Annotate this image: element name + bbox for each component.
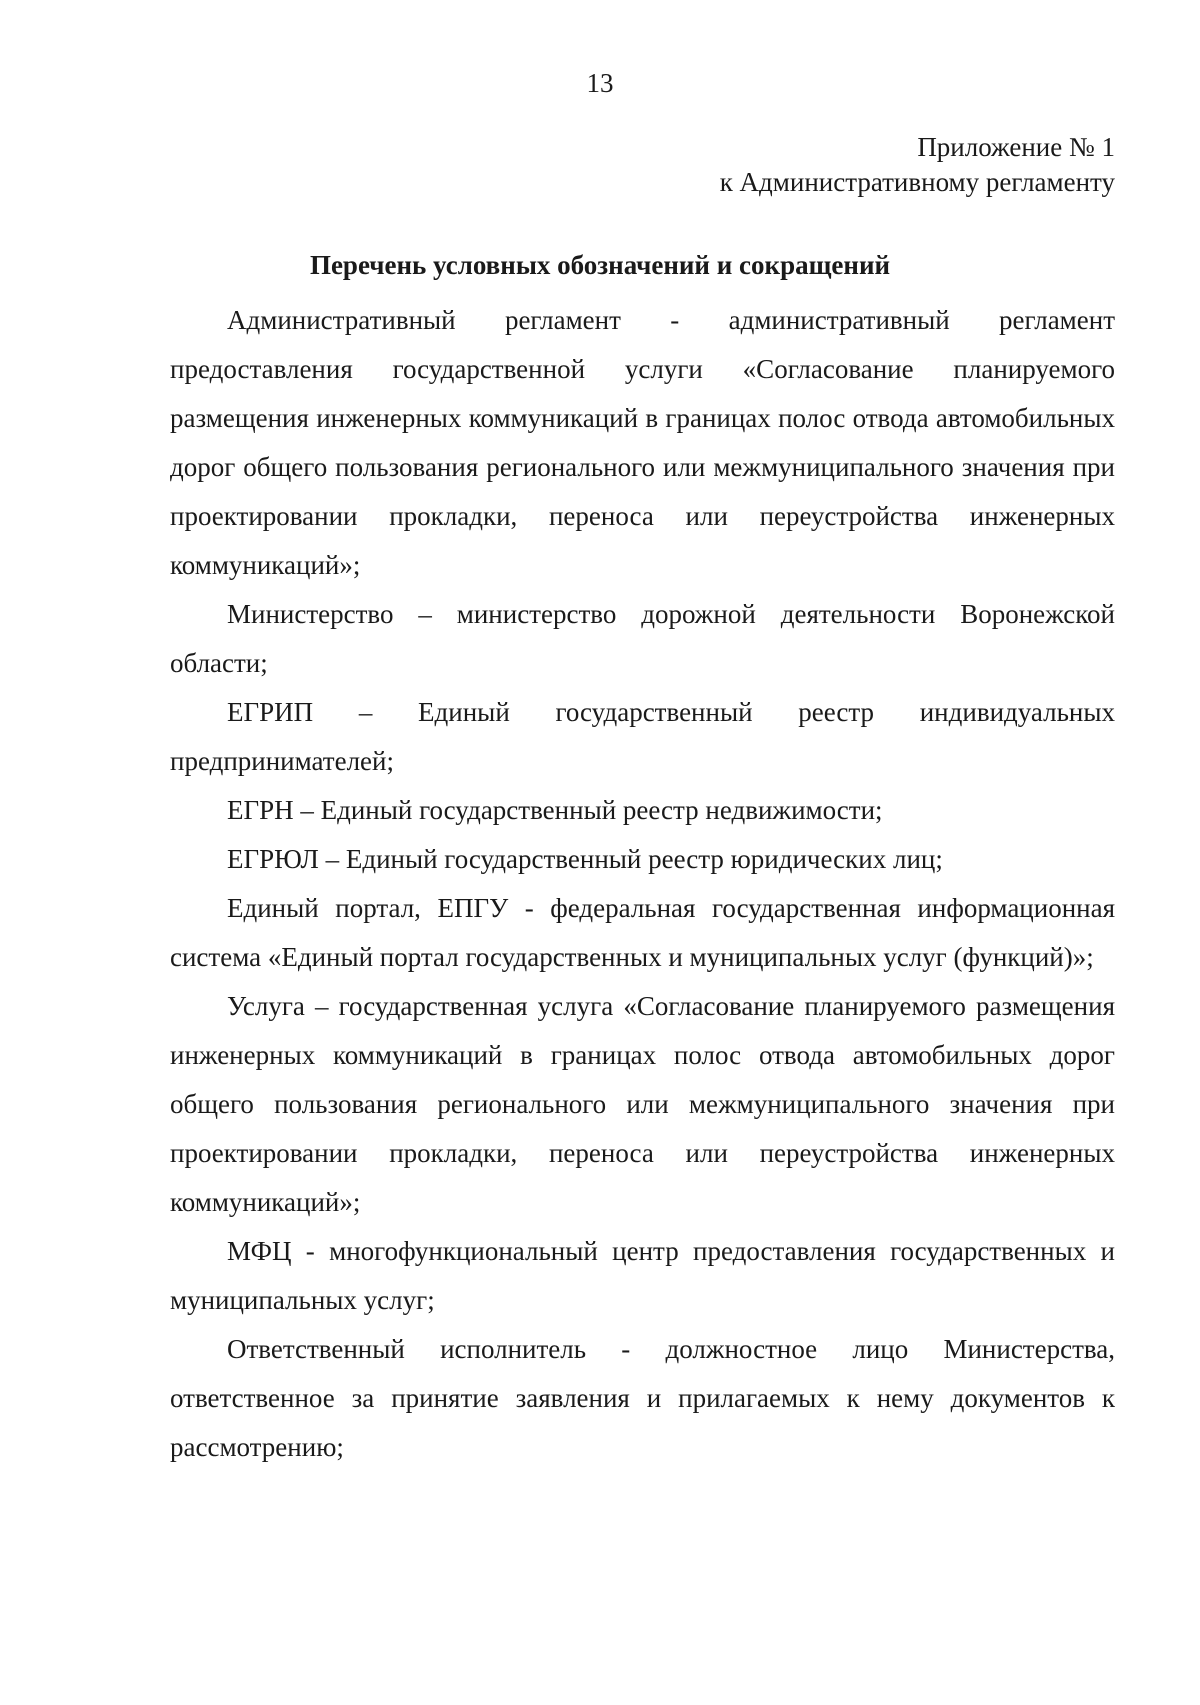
paragraph-service: Услуга – государственная услуга «Согласование планируемого размещения инженерных коммуникаций в границах полос отвода автомобильных дорог общего пользования регионального или межмуниципального значения при проектировании прокладки, переноса или переустройства инженерных коммуникаций»;	[170, 991, 1115, 1217]
appendix-reference: к Административному регламенту	[719, 167, 1115, 197]
paragraph-egrn: ЕГРН – Единый государственный реестр недвижимости;	[227, 795, 883, 825]
page-number: 13	[586, 68, 614, 98]
paragraph-responsible-executor: Ответственный исполнитель - должностное лицо Министерства, ответственное за принятие заявления и прилагаемых к нему документов к рассмотрению;	[170, 1334, 1115, 1462]
paragraph-egrip: ЕГРИП – Единый государственный реестр индивидуальных предпринимателей;	[170, 697, 1115, 776]
paragraph-administrative-regulation: Административный регламент - административный регламент предоставления государственной услуги «Согласование планируемого размещения инженерных коммуникаций в границах полос отвода автомобильных дорог общего пользования регионального или межмуниципального значения при проектировании прокладки, переноса или переустройства инженерных коммуникаций»;	[170, 305, 1115, 580]
document-body	[170, 296, 1115, 1472]
paragraph-mfc: МФЦ - многофункциональный центр предоставления государственных и муниципальных услуг;	[170, 1236, 1115, 1315]
paragraph-ministry: Министерство – министерство дорожной деятельности Воронежской области;	[170, 599, 1115, 678]
document-title: Перечень условных обозначений и сокращений	[309, 250, 891, 280]
paragraph-unified-portal: Единый портал, ЕПГУ - федеральная государственная информационная система «Единый портал государственных и муниципальных услуг (функций)»;	[170, 893, 1115, 972]
paragraph-egrul: ЕГРЮЛ – Единый государственный реестр юридических лиц;	[227, 844, 943, 874]
appendix-header	[720, 130, 1115, 200]
appendix-number: Приложение № 1	[917, 132, 1115, 162]
